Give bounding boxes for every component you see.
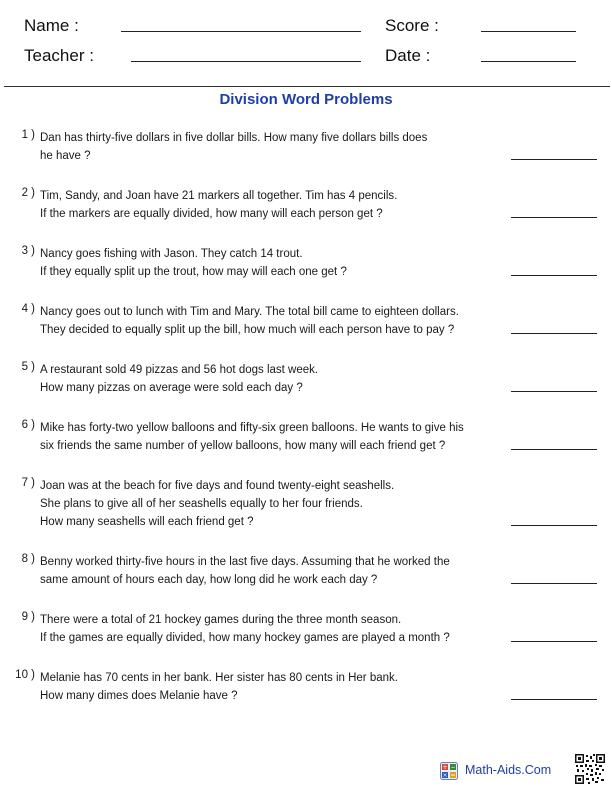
score-label: Score : [385,16,439,35]
problem-number: 9 ) [21,611,35,623]
date-line[interactable] [481,61,576,62]
problem-number: 4 ) [21,303,35,315]
problem-line: How many dimes does Melanie have ? [40,690,238,702]
name-line[interactable] [121,31,361,32]
problem-line: Benny worked thirty-five hours in the last five days. Assuming that he worked the [40,556,450,568]
teacher-label: Teacher : [24,46,94,65]
answer-line[interactable] [511,159,597,160]
problem-line: six friends the same number of yellow balloons, how many will each friend get ? [40,440,446,452]
svg-text:×: × [442,772,448,780]
problem-text [40,553,495,589]
problem-text [40,419,495,455]
answer-line[interactable] [511,525,597,526]
answer-line[interactable] [511,583,597,584]
svg-text:+: + [442,764,448,772]
answer-line[interactable] [511,699,597,700]
problem-line: Nancy goes out to lunch with Tim and Mary. The total bill came to eighteen dollars. [40,306,459,318]
brand-link[interactable]: Math-Aids.Com [465,763,552,777]
calculator-icon [440,762,458,780]
problem-number: 2 ) [21,187,35,199]
answer-line[interactable] [511,391,597,392]
svg-text:−: − [450,764,456,772]
problem-line: Joan was at the beach for five days and found twenty-eight seashells. [40,480,395,492]
problem-line: Nancy goes fishing with Jason. They catch 14 trout. [40,248,303,260]
problem-number: 10 ) [15,669,35,681]
problem-line: Mike has forty-two yellow balloons and fifty-six green balloons. He wants to give his [40,422,464,434]
problem-text [40,361,495,397]
problem-line: She plans to give all of her seashells equally to her four friends. [40,498,363,510]
problem-number: 7 ) [21,477,35,489]
header-divider [4,86,610,87]
problem-text [40,303,495,339]
problem-number: 5 ) [21,361,35,373]
problem-line: If the markers are equally divided, how many will each person get ? [40,208,383,220]
problem-text [40,129,495,165]
problem-text [40,611,495,647]
answer-line[interactable] [511,333,597,334]
problem-line: They decided to equally split up the bill, how much will each person have to pay ? [40,324,455,336]
problem-text [40,187,495,223]
qr-code-icon [574,753,606,785]
problem-line: If the games are equally divided, how many hockey games are played a month ? [40,632,450,644]
problem-number: 1 ) [21,129,35,141]
problem-line: There were a total of 21 hockey games during the three month season. [40,614,402,626]
problem-line: same amount of hours each day, how long did he work each day ? [40,574,378,586]
problem-line: Melanie has 70 cents in her bank. Her sister has 80 cents in Her bank. [40,672,398,684]
name-label: Name : [24,16,79,35]
date-label: Date : [385,46,431,65]
answer-line[interactable] [511,275,597,276]
teacher-line[interactable] [131,61,361,62]
problem-text [40,477,495,531]
page-title: Division Word Problems [219,91,393,108]
problem-line: If they equally split up the trout, how may will each one get ? [40,266,347,278]
answer-line[interactable] [511,217,597,218]
problem-line: A restaurant sold 49 pizzas and 56 hot dogs last week. [40,364,319,376]
problem-number: 6 ) [21,419,35,431]
problem-number: 3 ) [21,245,35,257]
problem-line: he have ? [40,150,91,162]
problem-text [40,669,495,705]
score-line[interactable] [481,31,576,32]
answer-line[interactable] [511,449,597,450]
problem-line: Tim, Sandy, and Joan have 21 markers all together. Tim has 4 pencils. [40,190,398,202]
problem-text [40,245,495,281]
answer-line[interactable] [511,641,597,642]
svg-text:=: = [450,772,456,780]
problem-line: How many pizzas on average were sold each day ? [40,382,303,394]
problem-line: How many seashells will each friend get ? [40,516,254,528]
problem-number: 8 ) [21,553,35,565]
problem-line: Dan has thirty-five dollars in five dollar bills. How many five dollars bills does [40,132,428,144]
